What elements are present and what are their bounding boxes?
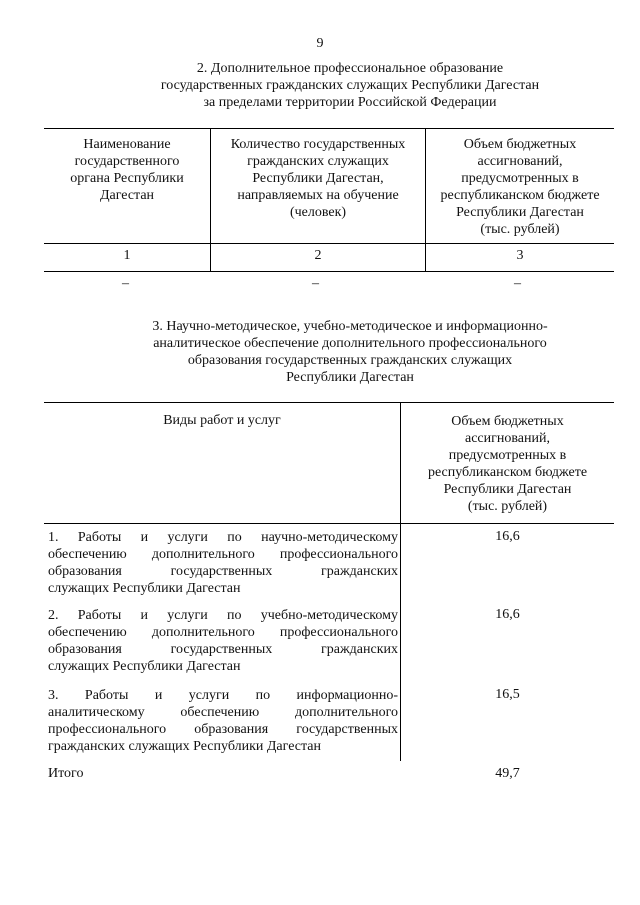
header-text: Дагестан [99,188,155,203]
header-text: Наименование [83,137,171,152]
page-number: 9 [316,36,324,51]
header-text: органа Республики [70,171,184,186]
row-text: служащих Республики Дагестан [48,659,241,674]
header-text: предусмотренных в [448,448,567,463]
section-2-title [100,60,600,111]
section-3-table [44,402,614,763]
header-text: Объем бюджетных [463,137,577,152]
header-text: (тыс. рублей) [467,499,548,514]
header-cell-organ [44,136,210,204]
total-label: Итого [48,766,84,781]
table-row [48,687,398,755]
section-3-title [90,318,610,386]
header-text: Республики Дагестан [456,205,584,220]
header-text: направляемых на обучение [237,188,399,203]
row-text: обеспечению дополнительного профессионального [48,625,398,640]
header-cell-budget [426,136,614,238]
row-value: 16,6 [495,529,520,544]
total-value: 49,7 [495,766,520,781]
column-number: 3 [516,248,524,263]
header-text: гражданских служащих [247,154,389,169]
header-divider [44,523,614,524]
empty-value: – [312,276,319,291]
header-text: ассигнований, [465,431,550,446]
row-text: образования государственных гражданских [48,564,398,579]
header-text: Количество государственных [230,137,406,152]
header-text: (тыс. рублей) [480,222,560,237]
section-3-title-line: 3. Научно-методическое, учебно-методическое и информационно- [152,319,548,334]
row-text: обеспечению дополнительного профессионального [48,547,398,562]
header-text: республиканском бюджете [427,465,588,480]
column-number: 1 [123,248,131,263]
header-text: Объем бюджетных [451,414,564,429]
section-3-title-line: Республики Дагестан [286,370,414,385]
header-text: предусмотренных в [461,171,579,186]
row-text: 1. Работы и услуги по научно-методическому [48,530,398,545]
section-3-title-line: образования государственных гражданских служащих [187,353,513,368]
row-text: 3. Работы и услуги по информационно- [48,688,398,703]
header-text: Республики Дагестан [443,482,572,497]
row-value: 16,5 [495,687,520,702]
empty-value: – [514,276,521,291]
row-text: профессионального образования государственных [48,722,398,737]
row-text: 2. Работы и услуги по учебно-методическому [48,608,398,623]
header-cell-budget [401,413,614,515]
row-text: гражданских служащих Республики Дагестан [48,739,321,754]
header-cell-count [211,136,425,221]
table-row [48,529,398,597]
row-value: 16,6 [495,607,520,622]
header-text: ассигнований, [477,154,563,169]
row-text: образования государственных гражданских [48,642,398,657]
header-divider [44,243,614,244]
header-cell-work-types: Виды работ и услуг [163,413,281,428]
section-2-title-line: 2. Дополнительное профессиональное образование [196,61,504,76]
empty-value: – [122,276,129,291]
header-text: государственного [74,154,180,169]
table-row [48,607,398,675]
section-3-title-line: аналитическое обеспечение дополнительного профессионального [153,336,547,351]
header-text: (человек) [289,205,347,220]
header-text: республиканском бюджете [440,188,600,203]
section-2-table [44,128,614,272]
column-number: 2 [314,248,322,263]
section-2-title-line: государственных гражданских служащих Республики Дагестан [160,78,540,93]
header-text: Республики Дагестан, [252,171,384,186]
section-2-title-line: за пределами территории Российской Федерации [203,95,497,110]
row-text: служащих Республики Дагестан [48,581,241,596]
row-text: аналитическому обеспечению дополнительного [48,705,398,720]
